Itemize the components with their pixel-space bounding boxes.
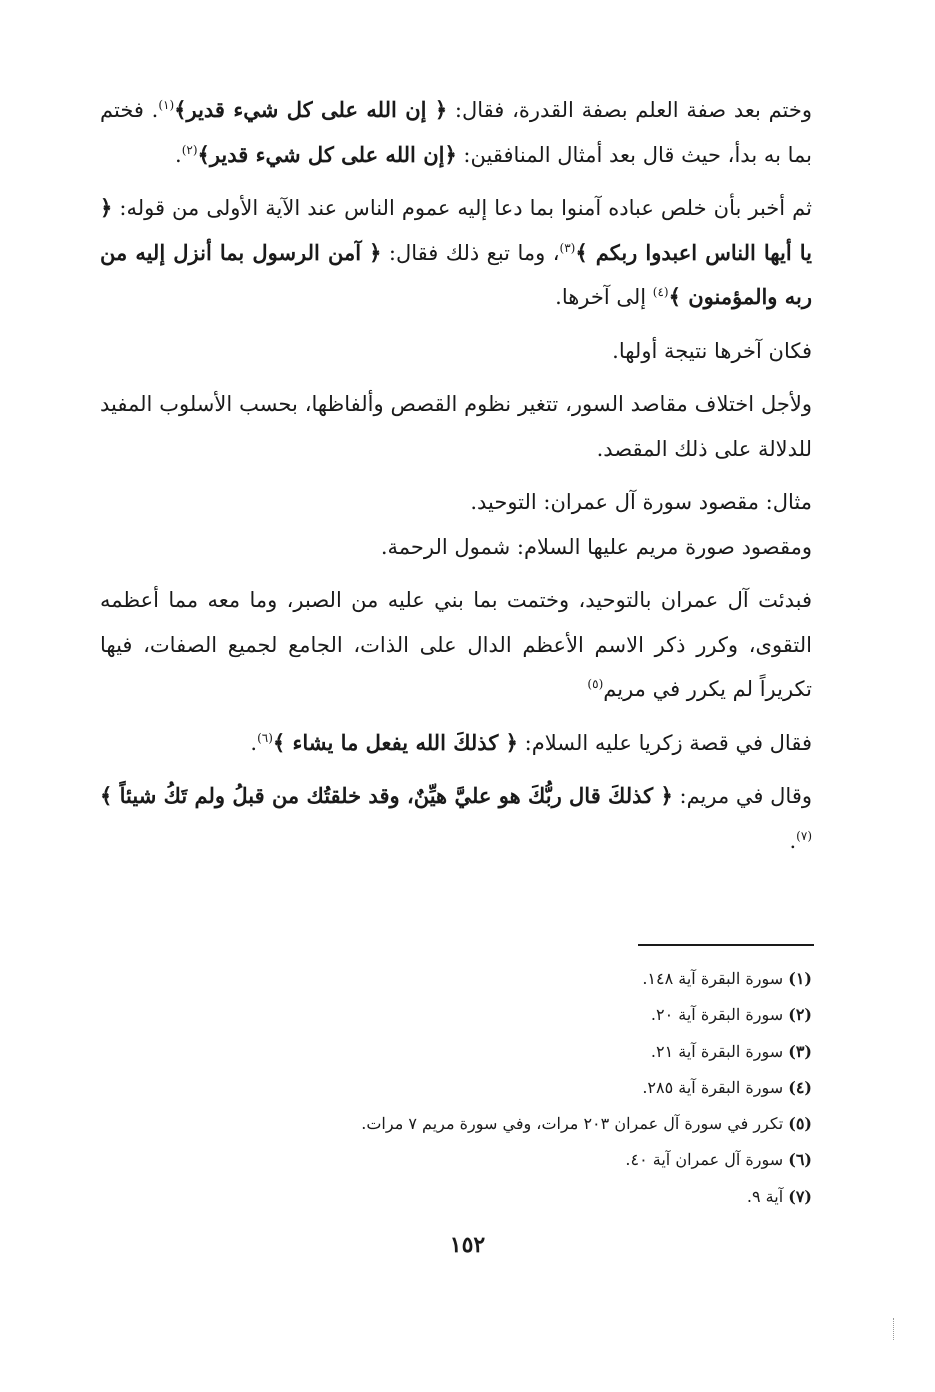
quran-quote: ﴿ إن الله على كل شيء قدير﴾ — [174, 97, 448, 122]
footnote-text: سورة البقرة آية ٢١. — [650, 1041, 789, 1061]
text-run: ثم أخبر بأن خلص عباده آمنوا بما دعا إليه عموم الناس عند الآية الأولى من قوله: — [112, 196, 812, 220]
text-run: . فختم بما به بدأ، حيث قال بعد أمثال المنافقين: — [100, 98, 812, 167]
footnote — [100, 1142, 812, 1178]
footnote-number: (٦) — [788, 1150, 812, 1170]
paragraph — [100, 774, 812, 863]
footnote — [100, 1070, 812, 1106]
text-run: ، وما تبع ذلك فقال: — [381, 240, 560, 265]
footnote — [100, 1106, 812, 1142]
quran-quote: ﴿ كذلكَ قال ربُّكَ هو عليَّ هيِّنٌ، وقد خلقتُك من قبلُ ولم تَكُ شيئاً ﴾ — [100, 783, 673, 808]
footnote-number: (٢) — [788, 1005, 812, 1025]
footnote-text: تكرر في سورة آل عمران ٢٠٣ مرات، وفي سورة مريم ٧ مرات. — [361, 1114, 789, 1134]
footnote — [100, 1179, 812, 1215]
quran-quote: ﴿ يا أيها الناس اعبدوا ربكم ﴾ — [100, 195, 812, 265]
paragraph — [100, 186, 812, 320]
footnote-text: سورة البقرة آية ٢٨٥. — [642, 1077, 789, 1097]
scan-margin-mark — [893, 1318, 895, 1340]
quran-quote: ﴿إن الله على كل شيء قدير﴾ — [197, 141, 457, 167]
text-run: إلى آخرها. — [555, 285, 653, 309]
footnote-text: آية ٩. — [746, 1186, 789, 1206]
footnote-number: (٧) — [788, 1186, 812, 1206]
text-run: ولأجل اختلاف مقاصد السور، تتغير نظوم القصص وألفاظها، بحسب الأسلوب المفيد للدلالة على ذلك المقصد. — [100, 392, 812, 461]
footnotes — [100, 961, 812, 1215]
footnote-ref: (٣) — [559, 240, 576, 255]
footnote-number: (٤) — [788, 1077, 812, 1097]
text-run: . — [250, 730, 258, 755]
footnote-text: سورة البقرة آية ٢٠. — [650, 1005, 789, 1025]
paragraph — [100, 88, 812, 177]
main-text — [100, 88, 812, 863]
text-run: فبدئت آل عمران بالتوحيد، وختمت بما بني عليه من الصبر، وما معه مما أعظمه التقوى، وكرر ذكر الاسم الأعظم الدال على الذات، الجامع لجميع الصفات، فيها تكريراً لم يكرر في مريم — [100, 588, 812, 701]
paragraph — [100, 382, 812, 471]
paragraph — [100, 480, 812, 525]
paragraph — [100, 329, 812, 374]
footnote-ref: (٢) — [181, 142, 198, 157]
paragraph — [100, 721, 812, 766]
text-run: . — [175, 142, 182, 167]
text-run: مثال: مقصود سورة آل عمران: التوحيد. — [470, 490, 812, 514]
text-run: . — [789, 828, 797, 853]
text-run: وقال في مريم: — [672, 784, 812, 808]
footnote-number: (٣) — [788, 1041, 812, 1061]
footnote-ref: (٤) — [652, 285, 669, 299]
quran-quote: ﴿ آمن الرسول بما أنزل إليه من ربه والمؤمنون ﴾ — [100, 239, 812, 309]
text-run: فكان آخرها نتيجة أولها. — [612, 338, 812, 363]
text-run: فقال في قصة زكريا عليه السلام: — [517, 730, 812, 755]
footnote-text: سورة البقرة آية ١٤٨. — [642, 969, 789, 988]
footnote — [100, 961, 812, 997]
footnote-ref: (١) — [158, 98, 175, 112]
quran-quote: ﴿ كذلكَ الله يفعل ما يشاء ﴾ — [272, 729, 518, 755]
text-run: وختم بعد صفة العلم بصفة القدرة، فقال: — [447, 98, 813, 122]
footnote-ref: (٦) — [257, 730, 273, 745]
footnote-ref: (٥) — [587, 677, 604, 691]
footnote-separator — [638, 944, 814, 946]
footnote — [100, 1034, 812, 1070]
footnote — [100, 997, 812, 1033]
paragraph — [100, 525, 812, 570]
footnote-ref: (٧) — [796, 828, 812, 843]
footnote-number: (١) — [788, 969, 812, 988]
text-run: ومقصود صورة مريم عليها السلام: شمول الرحمة. — [380, 534, 812, 559]
footnote-number: (٥) — [788, 1114, 812, 1134]
paragraph — [100, 578, 812, 712]
page-number: ١٥٢ — [449, 1232, 486, 1258]
footnote-text: سورة آل عمران آية ٤٠. — [625, 1150, 789, 1170]
